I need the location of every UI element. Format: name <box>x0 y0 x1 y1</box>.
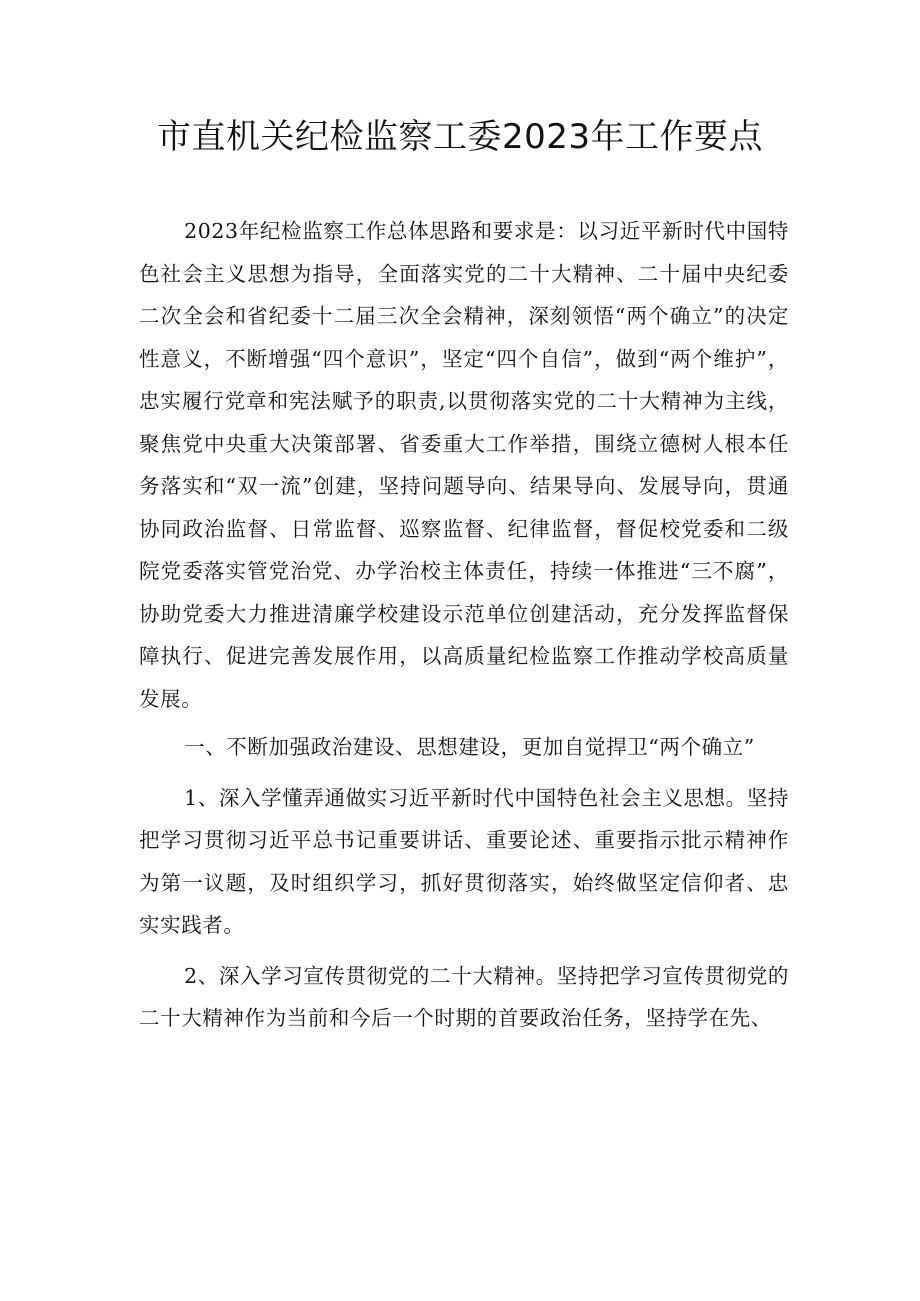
section-heading-1: 一、不断加强政治建设、思想建设，更加自觉捍卫“两个确立” <box>184 735 755 759</box>
item-paragraph-1: 1、深入学懂弄通做实习近平新时代中国特色社会主义思想。坚持把学习贯彻习近平总书记重要讲话、重要论述、重要指示批示精神作为第一议题，及时组织学习，抓好贯彻落实，始终做坚定信仰者、忠实实践者。 <box>139 785 789 937</box>
intro-paragraph: 2023年纪检监察工作总体思路和要求是：以习近平新时代中国特色社会主义思想为指导，全面落实党的二十大精神、二十届中央纪委二次全会和省纪委十二届三次全会精神，深刻领悟“两个确立”的决定性意义，不断增强“四个意识”，坚定“四个自信”，做到“两个维护”，忠实履行党章和宪法赋予的职责,以贯彻落实党的二十大精神为主线，聚焦党中央重大决策部署、省委重大工作举措，围绕立德树人根本任务落实和“双一流”创建，坚持问题导向、结果导向、发展导向，贯通协同政治监督、日常监督、巡察监督、纪律监督，督促校党委和二级院党委落实管党治党、办学治校主体责任，持续一体推进“三不腐”，协助党委大力推进清廉学校建设示范单位创建活动，充分发挥监督保障执行、促进完善发展作用，以高质量纪检监察工作推动学校高质量发展。 <box>139 219 789 711</box>
document-title: 市直机关纪检监察工委2023年工作要点 <box>156 117 764 157</box>
item-paragraph-2: 2、深入学习宣传贯彻党的二十大精神。坚持把学习宣传贯彻党的二十大精神作为当前和今后一个时期的首要政治任务，坚持学在先、 <box>139 963 789 1030</box>
document-body <box>139 210 789 1040</box>
